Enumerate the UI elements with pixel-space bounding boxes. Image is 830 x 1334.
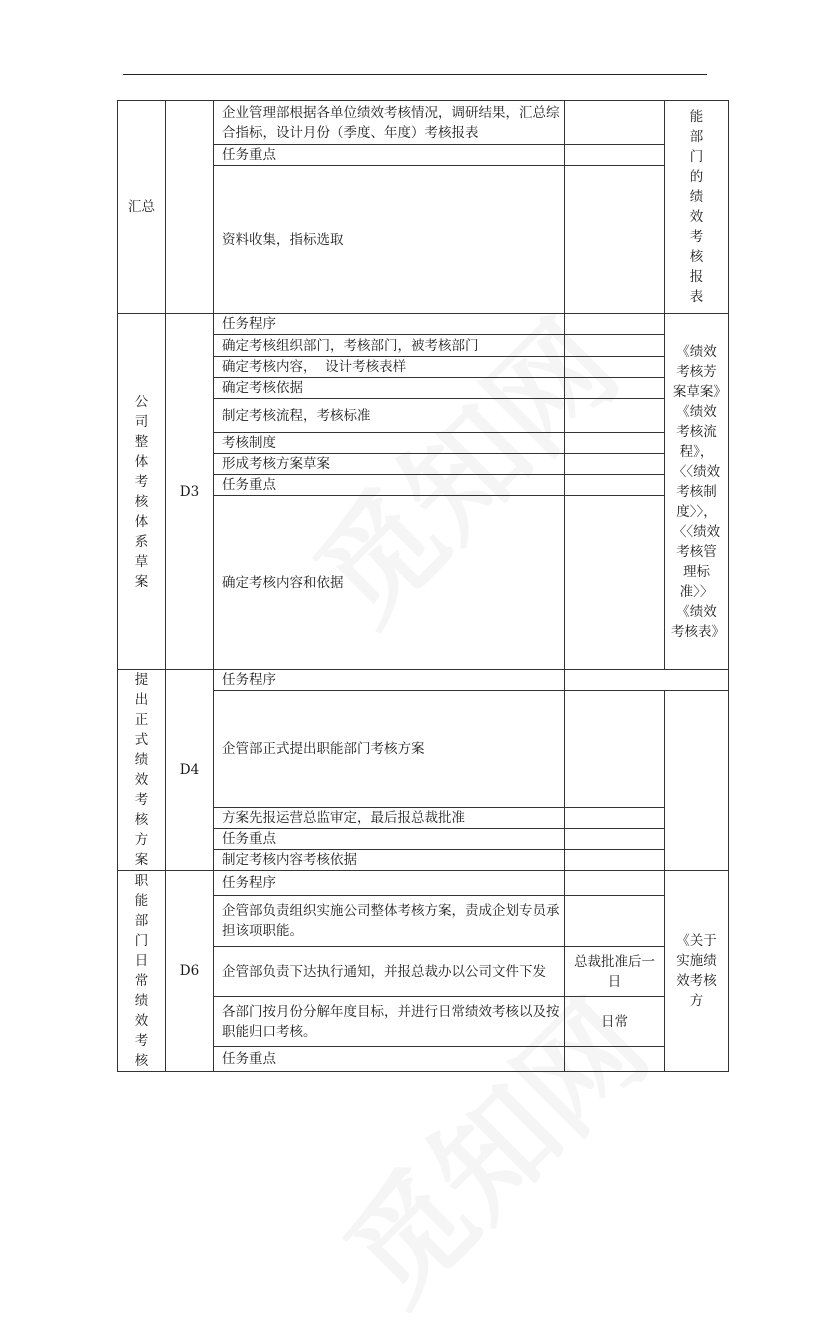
output-cell: [665, 691, 729, 871]
table-row: [118, 871, 729, 896]
task-cell: 企管部正式提出职能部门考核方案: [214, 691, 565, 808]
time-cell: [565, 829, 665, 850]
stage-cell: 职能部门日常绩效考核: [118, 871, 166, 1072]
stage-cell: 汇总: [118, 101, 166, 314]
task-cell: 任务程序: [214, 670, 565, 691]
time-cell: [565, 314, 665, 335]
output-cell: 《绩效考核芳案草案》《绩效考核流程》，〈〈绩效考核制度〉〉，〈〈绩效考核管理标准〉〉《绩效考核表》: [665, 314, 729, 670]
task-cell: 任务程序: [214, 314, 565, 335]
process-table: [117, 100, 729, 1072]
stage-cell: 提出正式绩效考核方案: [118, 670, 166, 871]
table-row: [118, 314, 729, 335]
time-cell: [565, 145, 665, 166]
time-cell: [565, 496, 665, 670]
task-cell: 企业管理部根据各单位绩效考核情况，调研结果，汇总综合指标，设计月份（季度、年度）考核报表: [214, 101, 565, 145]
task-cell: 形成考核方案草案: [214, 454, 565, 475]
task-cell: 考核制度: [214, 433, 565, 454]
task-cell: 制定考核内容考核依据: [214, 850, 565, 871]
task-cell: 确定考核依据: [214, 378, 565, 399]
table-row: [118, 670, 729, 691]
output-cell: 能部门的绩效考核报表: [665, 101, 729, 314]
task-cell: 任务重点: [214, 475, 565, 496]
task-cell: 确定考核组织部门，考核部门，被考核部门: [214, 335, 565, 357]
task-cell: 任务程序: [214, 871, 565, 896]
task-cell: 制定考核流程，考核标准: [214, 399, 565, 433]
task-cell: 任务重点: [214, 829, 565, 850]
stage-cell: 公司整体考核体系草案: [118, 314, 166, 670]
code-cell: D6: [166, 871, 214, 1072]
time-cell: [565, 871, 665, 896]
task-cell: 确定考核内容和依据: [214, 496, 565, 670]
task-cell: 方案先报运营总监审定，最后报总裁批准: [214, 808, 565, 829]
time-cell: [565, 378, 665, 399]
task-cell: 企管部负责下达执行通知，并报总裁办以公司文件下发: [214, 947, 565, 997]
table-row: [118, 101, 729, 145]
time-cell: [565, 1046, 665, 1071]
time-cell: [565, 433, 665, 454]
time-cell: [565, 357, 665, 378]
time-cell: [565, 808, 665, 829]
time-cell: 总裁批准后一日: [565, 947, 665, 997]
time-cell: [565, 895, 665, 946]
code-cell: [166, 101, 214, 314]
output-cell: 《关于实施绩效考核方: [665, 871, 729, 1072]
task-blank-cell: [565, 670, 729, 691]
task-cell: 任务重点: [214, 145, 565, 166]
time-cell: [565, 850, 665, 871]
time-cell: 日常: [565, 997, 665, 1047]
task-cell: 确定考核内容， 设计考核表样: [214, 357, 565, 378]
time-cell: [565, 399, 665, 433]
code-cell: D3: [166, 314, 214, 670]
header-rule: [123, 74, 707, 75]
task-cell: 任务重点: [214, 1046, 565, 1071]
time-cell: [565, 475, 665, 496]
time-cell: [565, 166, 665, 314]
time-cell: [565, 101, 665, 145]
time-cell: [565, 454, 665, 475]
task-cell: 各部门按月份分解年度目标，并进行日常绩效考核以及按职能归口考核。: [214, 997, 565, 1047]
code-cell: D4: [166, 670, 214, 871]
task-cell: 资料收集，指标选取: [214, 166, 565, 314]
time-cell: [565, 335, 665, 357]
time-cell: [565, 691, 665, 808]
task-cell: 企管部负责组织实施公司整体考核方案，责成企划专员承担该项职能。: [214, 895, 565, 946]
